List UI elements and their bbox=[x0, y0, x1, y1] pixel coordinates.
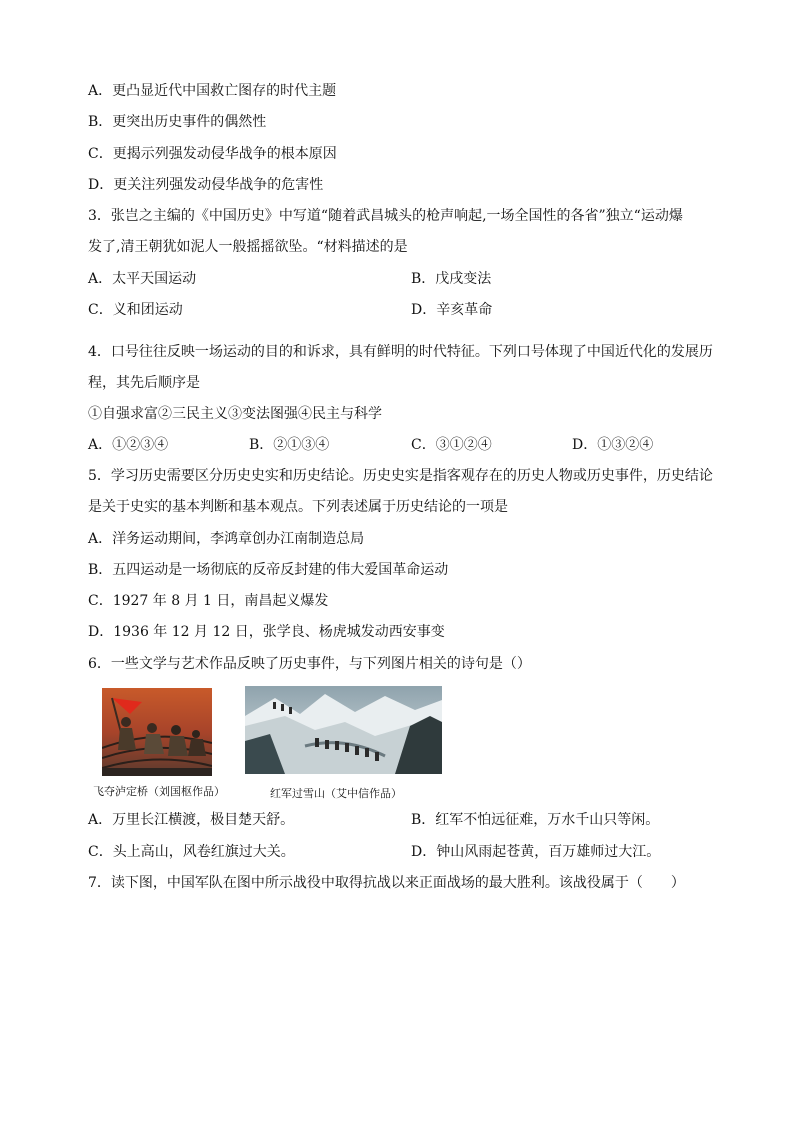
caption-snow-mountain: 红军过雪山（艾中信作品） bbox=[270, 787, 402, 800]
q3-option-a: A．太平天国运动 bbox=[88, 271, 197, 287]
q2-option-a: A．更凸显近代中国救亡图存的时代主题 bbox=[88, 83, 337, 99]
q6-option-a: A．万里长江横渡，极目楚天舒。 bbox=[88, 812, 295, 828]
q4-stem-line2: 程，其先后顺序是 bbox=[88, 375, 200, 391]
q4-items: ①自强求富②三民主义③变法图强④民主与科学 bbox=[88, 406, 382, 422]
q6-option-b: B．红军不怕远征难，万水千山只等闲。 bbox=[411, 812, 660, 828]
q2-option-b: B．更突出历史事件的偶然性 bbox=[88, 114, 267, 130]
q6-option-d: D．钟山风雨起苍黄，百万雄师过大江。 bbox=[411, 844, 661, 860]
q6-stem: 6．一些文学与艺术作品反映了历史事件，与下列图片相关的诗句是（） bbox=[88, 656, 531, 672]
q3-option-c: C．义和团运动 bbox=[88, 302, 183, 318]
q5-stem-line1: 5．学习历史需要区分历史史实和历史结论。历史史实是指客观存在的历史人物或历史事件，历史结论 bbox=[88, 468, 713, 484]
caption-luding-bridge: 飞夺泸定桥（刘国枢作品） bbox=[93, 785, 225, 798]
q6-option-c: C．头上高山，风卷红旗过大关。 bbox=[88, 844, 295, 860]
q3-stem-line2: 发了,清王朝犹如泥人一般摇摇欲坠。“材料描述的是 bbox=[88, 239, 408, 255]
q4-option-b: B．②①③④ bbox=[249, 437, 330, 453]
q4-stem-line1: 4．口号往往反映一场运动的目的和诉求，具有鲜明的时代特征。下列口号体现了中国近代化的发展历 bbox=[88, 344, 713, 360]
q3-stem-line1: 3．张岂之主编的《中国历史》中写道“随着武昌城头的枪声响起,一场全国性的各省”独立“运动爆 bbox=[88, 208, 683, 224]
q3-option-d: D．辛亥革命 bbox=[411, 302, 493, 318]
q2-option-c: C．更揭示列强发动侵华战争的根本原因 bbox=[88, 146, 337, 162]
q4-option-c: C．③①②④ bbox=[411, 437, 492, 453]
q4-option-a: A．①②③④ bbox=[88, 437, 169, 453]
q5-option-b: B．五四运动是一场彻底的反帝反封建的伟大爱国革命运动 bbox=[88, 562, 449, 578]
q2-option-d: D．更关注列强发动侵华战争的危害性 bbox=[88, 177, 324, 193]
painting-crossing-snow-mountain bbox=[245, 686, 442, 774]
q5-option-c: C．1927 年 8 月 1 日，南昌起义爆发 bbox=[88, 593, 329, 609]
q5-option-d: D．1936 年 12 月 12 日，张学良、杨虎城发动西安事变 bbox=[88, 624, 445, 640]
q5-stem-line2: 是关于史实的基本判断和基本观点。下列表述属于历史结论的一项是 bbox=[88, 499, 508, 515]
q5-option-a: A．洋务运动期间，李鸿章创办江南制造总局 bbox=[88, 531, 365, 547]
painting-luding-bridge bbox=[102, 688, 212, 776]
q3-option-b: B．戊戌变法 bbox=[411, 271, 492, 287]
q7-stem: 7．读下图，中国军队在图中所示战役中取得抗战以来正面战场的最大胜利。该战役属于（ ） bbox=[88, 875, 685, 891]
q4-option-d: D．①③②④ bbox=[572, 437, 654, 453]
